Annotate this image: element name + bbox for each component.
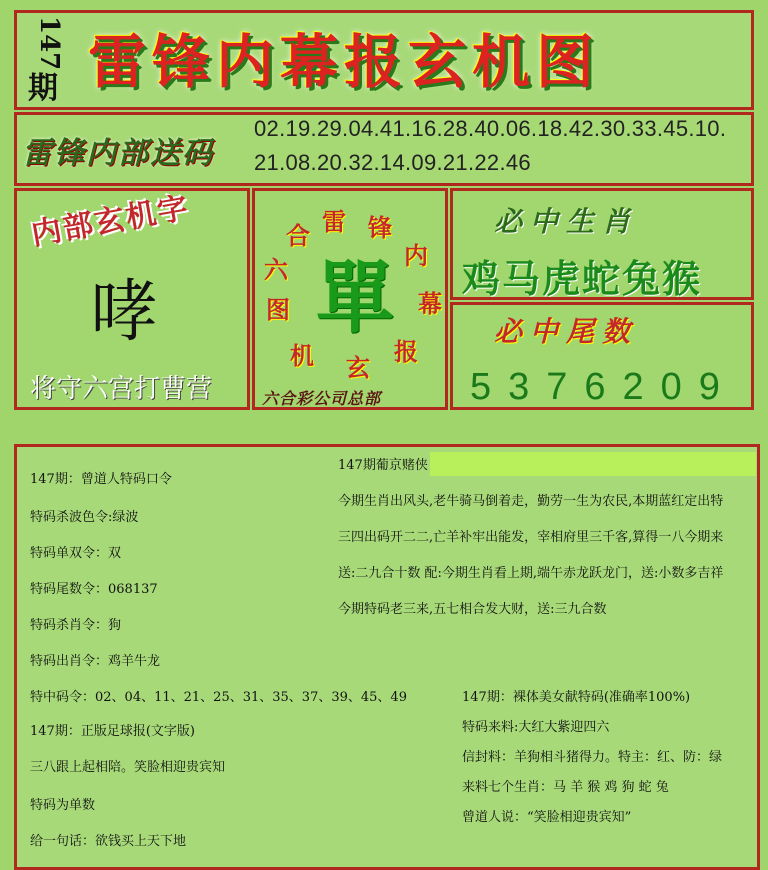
ring-char: 锋 — [368, 213, 392, 242]
codes-line-2: 21.08.20.32.14.09.21.22.46 — [254, 150, 531, 175]
list-item: 特中码令：02、04、11、21、25、31、35、37、39、45、49 — [30, 690, 407, 705]
right-title: 147期葡京赌侠 — [338, 458, 428, 473]
ring-char: 报 — [394, 337, 418, 366]
ring-char: 图 — [266, 295, 290, 324]
ring-char: 雷 — [322, 207, 346, 236]
list-item: 曾道人说：“笑脸相迎贵宾知” — [462, 810, 632, 825]
codes-line-1: 02.19.29.04.41.16.28.40.06.18.42.30.33.45.10. — [254, 116, 727, 141]
hint-character: 哮 — [90, 273, 159, 352]
company-label: 六合彩公司总部 — [262, 389, 382, 408]
ring-char: 六 — [264, 255, 288, 284]
center-character: 單 — [316, 253, 395, 344]
list-item: 三四出码开二二,亡羊补牢出能发，宰相府里三千客,算得一八今期来 — [338, 530, 724, 545]
issue-suffix: 期 — [28, 71, 58, 106]
hint-heading: 内部玄机字 — [28, 190, 193, 253]
list-item: 特码为单数 — [30, 798, 96, 813]
list-item: 特码尾数令：068137 — [30, 582, 158, 597]
list-item: 特码杀波色令:绿波 — [30, 510, 139, 525]
list-item: 特码杀肖令：狗 — [30, 618, 122, 633]
highlight-bar — [430, 452, 756, 476]
page-title: 雷锋内幕报玄机图 — [88, 28, 601, 96]
ring-char: 幕 — [418, 289, 442, 318]
list-item: 147期：曾道人特码口令 — [30, 472, 172, 487]
ring-char: 合 — [286, 221, 310, 250]
ring-char: 机 — [290, 341, 314, 370]
issue-number — [22, 16, 62, 108]
zodiac-heading: 必中生肖 — [494, 205, 639, 238]
tail-heading: 必中尾数 — [494, 315, 639, 348]
hint-phrase: 将守六宫打曹营 — [30, 374, 213, 404]
list-item: 三八跟上起相陪。笑脸相迎贵宾知 — [30, 760, 226, 775]
ring-char: 玄 — [346, 353, 370, 382]
list-item: 147期：正版足球报(文字版) — [30, 724, 195, 739]
issue-num: 147 — [34, 16, 64, 71]
list-item: 来料七个生肖：马 羊 猴 鸡 狗 蛇 兔 — [462, 780, 669, 795]
zodiac-animals: 鸡马虎蛇兔猴 — [462, 256, 703, 301]
list-item: 特码来料:大红大紫迎四六 — [462, 720, 610, 735]
ring-char: 内 — [404, 241, 428, 270]
list-item: 信封料：羊狗相斗猪得力。特主：红、防：绿 — [462, 750, 723, 765]
list-item: 今期生肖出风头,老牛骑马倒着走，勤劳一生为农民,本期蓝红定出特 — [338, 494, 724, 509]
list-item: 给一句话：欲钱买上天下地 — [30, 834, 187, 849]
tail-digits: 5376209 — [470, 366, 737, 408]
list-item: 特码单双令：双 — [30, 546, 122, 561]
list-item: 今期特码老三来,五七相合发大财，送:三九合数 — [338, 602, 607, 617]
list-item: 特码出肖令：鸡羊牛龙 — [30, 654, 161, 669]
codes-label: 雷锋内部送码 — [22, 136, 214, 171]
right-box-title: 147期：裸体美女献特码(准确率100%) — [462, 690, 691, 705]
list-item: 送:二九合十数 配:今期生肖看上期,端午赤龙跃龙门，送:小数多吉祥 — [338, 566, 724, 581]
